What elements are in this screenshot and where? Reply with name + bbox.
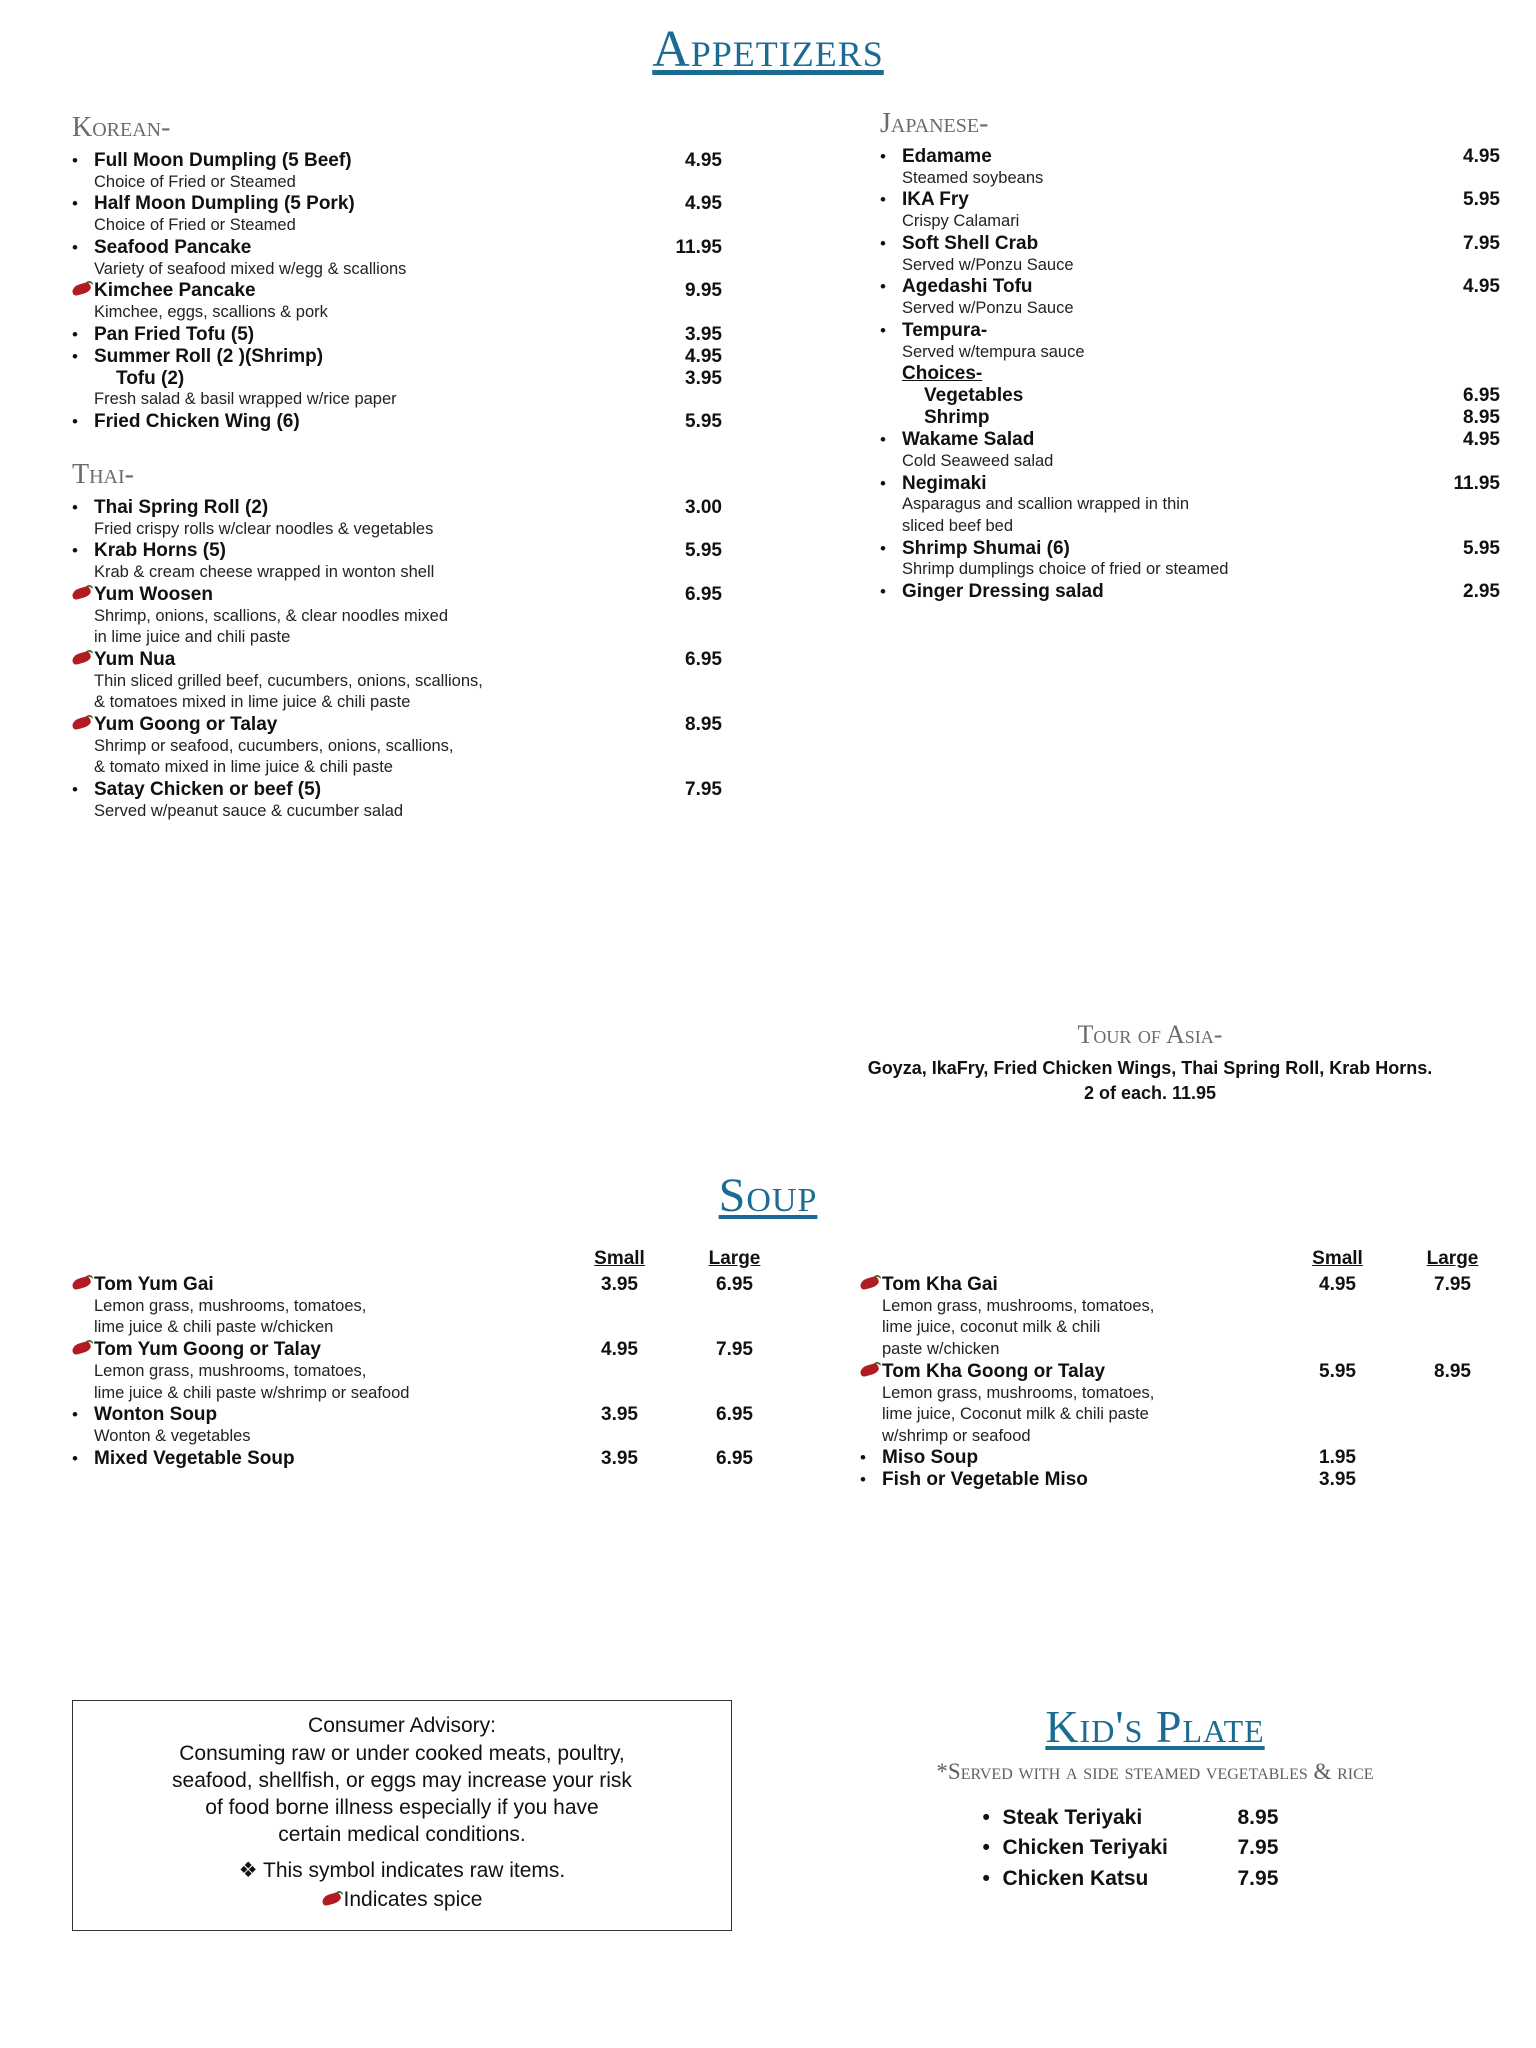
soup-item-row: [860, 1274, 1510, 1296]
menu-item-description: Shrimp, onions, scallions, & clear noodles mixed: [94, 606, 449, 625]
bullet-icon: •: [982, 1806, 990, 1829]
menu-item-row: [72, 411, 722, 433]
menu-item-description: Fresh salad & basil wrapped w/rice paper: [94, 390, 397, 409]
menu-item-name: Yum Goong or Talay: [94, 714, 278, 735]
menu-item-price: 4.95: [1463, 276, 1500, 298]
menu-item-description: Shrimp or seafood, cucumbers, onions, scallions,: [94, 736, 454, 755]
menu-item-row: [72, 346, 722, 368]
menu-item-price: 5.95: [685, 540, 722, 562]
advisory-title: Consumer Advisory:: [308, 1714, 496, 1737]
tour-of-asia-line-1: Goyza, IkaFry, Fried Chicken Wings, Thai Spring Roll, Krab Horns.: [867, 1058, 1433, 1078]
menu-item-row: [72, 540, 722, 562]
menu-item-row: [72, 649, 722, 671]
bullet-icon: •: [72, 237, 78, 257]
soup-item-name: Tom Yum Goong or Talay: [94, 1339, 321, 1361]
menu-item-name: Full Moon Dumpling (5 Beef): [94, 150, 352, 171]
menu-item-name: Half Moon Dumpling (5 Pork): [94, 193, 355, 215]
tour-of-asia-line-2: 2 of each. 11.95: [1083, 1083, 1217, 1104]
menu-item-price: 4.95: [685, 150, 722, 171]
bullet-icon: •: [860, 1448, 866, 1468]
menu-item-name: Tofu (2): [116, 367, 185, 389]
menu-item-description: Thin sliced grilled beef, cucumbers, onions, scallions,: [94, 671, 483, 690]
soup-item-small-price: 3.95: [601, 1404, 638, 1426]
chili-pepper-icon: [322, 1894, 342, 1905]
menu-item-description: Variety of seafood mixed w/egg & scallions: [94, 259, 407, 278]
soup-item-row: [860, 1361, 1510, 1383]
menu-item-row: [880, 538, 1500, 560]
menu-item-name: Vegetables: [924, 385, 1024, 407]
menu-item-row: [880, 407, 1500, 429]
menu-item-description: Served w/Ponzu Sauce: [902, 255, 1074, 274]
soup-item-name: Tom Kha Gai: [882, 1274, 998, 1295]
menu-item-price: 11.95: [675, 236, 722, 258]
menu-item-name: Satay Chicken or beef (5): [94, 779, 322, 801]
bullet-icon: •: [72, 1405, 78, 1425]
menu-item-row: [880, 276, 1500, 298]
soup-item-name: Mixed Vegetable Soup: [94, 1447, 295, 1469]
menu-item-row: [880, 581, 1500, 603]
bullet-icon: •: [880, 473, 886, 493]
tempura-choices-label: Choices-: [902, 363, 983, 385]
kids-plate-heading: Kid's Plate: [1045, 1701, 1265, 1752]
advisory-spice-note: [87, 1887, 717, 1914]
soup-item-description: lime juice & chili paste w/shrimp or seafood: [94, 1383, 410, 1402]
menu-item-description: Served w/peanut sauce & cucumber salad: [94, 801, 404, 820]
soup-item-row: [72, 1404, 792, 1426]
tour-of-asia-heading: Tour of Asia-: [1077, 1020, 1223, 1049]
menu-item-description: Steamed soybeans: [902, 168, 1044, 187]
menu-item-name: Negimaki: [902, 472, 987, 494]
japanese-heading: Japanese-: [880, 108, 989, 139]
kids-item-name: Chicken Teriyaki: [1002, 1836, 1168, 1860]
soup-item-row: [860, 1447, 1510, 1469]
menu-item-name: Shrimp Shumai (6): [902, 537, 1070, 559]
advisory-spice-text: Indicates spice: [343, 1888, 483, 1912]
menu-item-row: [72, 497, 722, 519]
menu-item-price: 6.95: [685, 648, 722, 670]
soup-item-small-price: 3.95: [1319, 1469, 1356, 1491]
menu-item-name: Yum Nua: [94, 648, 176, 670]
menu-item-name: Seafood Pancake: [94, 236, 252, 258]
soup-item-small-price: 3.95: [601, 1274, 638, 1295]
menu-item-description: in lime juice and chili paste: [94, 628, 291, 647]
menu-item-price: 4.95: [685, 193, 722, 215]
kids-item-name: Chicken Katsu: [1002, 1866, 1149, 1890]
bullet-icon: •: [72, 412, 78, 432]
soup-item-row: [72, 1339, 792, 1361]
menu-item-price: 7.95: [685, 779, 722, 801]
menu-item-name: Shrimp: [924, 407, 990, 429]
menu-item-price: 11.95: [1453, 472, 1500, 494]
menu-item-row: [72, 584, 722, 606]
chili-pepper-icon: [72, 1343, 92, 1354]
menu-item-price: 3.00: [685, 496, 722, 518]
menu-item-row: [880, 189, 1500, 211]
menu-item-price: 3.95: [685, 323, 722, 345]
chili-pepper-icon: [72, 653, 92, 664]
menu-item-name: Summer Roll (2 )(Shrimp): [94, 345, 324, 367]
korean-item-list: [72, 150, 722, 433]
menu-item-description: Fried crispy rolls w/clear noodles & vegetables: [94, 519, 434, 538]
kids-item-row: [983, 1833, 1328, 1863]
menu-item-name: Krab Horns (5): [94, 540, 226, 562]
menu-item-price: 6.95: [685, 583, 722, 605]
soup-item-description: w/shrimp or seafood: [882, 1426, 1031, 1445]
soup-item-large-price: 6.95: [716, 1447, 753, 1469]
kids-item-price: 8.95: [1237, 1806, 1279, 1829]
menu-item-description: Choice of Fried or Steamed: [94, 172, 296, 191]
bullet-icon: •: [860, 1470, 866, 1490]
soup-large-label-right: Large: [1426, 1248, 1479, 1269]
soup-item-small-price: 4.95: [601, 1339, 638, 1361]
menu-item-name: Edamame: [902, 146, 992, 167]
menu-item-row: [72, 280, 722, 302]
soup-size-header-right: [860, 1248, 1510, 1270]
soup-size-header-left: [72, 1248, 792, 1270]
menu-item-name: Wakame Salad: [902, 429, 1035, 451]
thai-heading: Thai-: [72, 458, 134, 490]
bullet-icon: •: [880, 430, 886, 450]
soup-item-description: Lemon grass, mushrooms, tomatoes,: [94, 1296, 367, 1315]
menu-item-name: Ginger Dressing salad: [902, 581, 1104, 603]
kids-item-price: 7.95: [1237, 1866, 1279, 1890]
soup-item-description: Lemon grass, mushrooms, tomatoes,: [882, 1296, 1155, 1315]
kids-plate-block: [790, 1700, 1520, 1894]
soup-item-small-price: 5.95: [1319, 1360, 1356, 1382]
soup-heading: Soup: [718, 1169, 818, 1222]
soup-item-row: [72, 1448, 792, 1470]
soup-item-small-price: 4.95: [1319, 1274, 1356, 1295]
menu-item-row: [880, 233, 1500, 255]
soup-item-description: lime juice & chili paste w/chicken: [94, 1318, 334, 1337]
menu-item-description: Choice of Fried or Steamed: [94, 216, 296, 235]
menu-item-row: [880, 320, 1500, 342]
soup-item-large-price: 7.95: [1434, 1274, 1471, 1295]
menu-item-row: [72, 193, 722, 215]
menu-item-description: Served w/Ponzu Sauce: [902, 299, 1074, 318]
menu-item-row: [880, 429, 1500, 451]
bullet-icon: •: [72, 780, 78, 800]
bullet-icon: •: [880, 277, 886, 297]
soup-item-small-price: 3.95: [601, 1447, 638, 1469]
soup-item-name: Miso Soup: [882, 1447, 979, 1469]
korean-heading: Korean-: [72, 112, 171, 143]
menu-item-description: Asparagus and scallion wrapped in thin: [902, 495, 1190, 514]
advisory-line-1: Consuming raw or under cooked meats, poultry,: [179, 1741, 625, 1765]
chili-pepper-icon: [72, 1278, 92, 1289]
bullet-icon: •: [982, 1836, 990, 1860]
menu-item-name: Fried Chicken Wing (6): [94, 411, 300, 433]
menu-item-price: 8.95: [685, 714, 722, 735]
menu-item-description: Served w/tempura sauce: [902, 342, 1085, 361]
chili-pepper-icon: [72, 588, 92, 599]
menu-item-row: [880, 473, 1500, 495]
soup-small-label-right: Small: [1312, 1248, 1363, 1269]
soup-item-large-price: 7.95: [716, 1339, 753, 1361]
soup-item-description: lime juice, Coconut milk & chili paste: [882, 1405, 1149, 1424]
menu-item-name: Kimchee Pancake: [94, 280, 256, 302]
menu-item-name: Tempura-: [902, 319, 988, 341]
bullet-icon: •: [72, 151, 78, 170]
menu-item-row: [72, 779, 722, 801]
menu-item-row: [72, 150, 722, 172]
soup-large-label: Large: [708, 1248, 761, 1269]
menu-item-price: 3.95: [685, 367, 722, 389]
advisory-line-4: certain medical conditions.: [278, 1822, 526, 1846]
soup-left-list: [72, 1274, 792, 1470]
soup-right-column: [860, 1248, 1510, 1491]
soup-item-description: Lemon grass, mushrooms, tomatoes,: [882, 1383, 1155, 1402]
soup-right-list: [860, 1274, 1510, 1491]
bullet-icon: •: [880, 320, 886, 340]
menu-item-price: 5.95: [1463, 537, 1500, 559]
bullet-icon: •: [880, 582, 886, 602]
menu-item-description: Krab & cream cheese wrapped in wonton shell: [94, 563, 435, 582]
menu-item-price: 9.95: [685, 280, 722, 302]
soup-item-name: Tom Yum Gai: [94, 1274, 214, 1295]
menu-item-row: [880, 385, 1500, 407]
soup-small-label: Small: [594, 1248, 645, 1269]
kids-item-row: [983, 1864, 1328, 1894]
menu-item-row: [72, 237, 722, 259]
soup-item-name: Tom Kha Goong or Talay: [882, 1360, 1106, 1382]
menu-item-description: Shrimp dumplings choice of fried or steamed: [902, 560, 1229, 579]
kids-plate-item-list: [983, 1803, 1328, 1894]
menu-item-price: 2.95: [1463, 581, 1500, 603]
menu-item-row: [72, 714, 722, 736]
soup-item-large-price: 6.95: [716, 1404, 753, 1426]
soup-item-row: [860, 1469, 1510, 1491]
menu-item-description: Crispy Calamari: [902, 212, 1020, 231]
kids-item-price: 7.95: [1237, 1836, 1279, 1860]
consumer-advisory-box: [72, 1700, 732, 1931]
bullet-icon: •: [72, 497, 78, 517]
soup-item-name: Fish or Vegetable Miso: [882, 1469, 1088, 1491]
menu-item-row: [72, 324, 722, 346]
japanese-item-list: [880, 146, 1500, 603]
kids-item-name: Steak Teriyaki: [1002, 1806, 1143, 1829]
menu-item-price: 7.95: [1463, 232, 1500, 254]
soup-item-description: Wonton & vegetables: [94, 1427, 251, 1446]
menu-item-name: Agedashi Tofu: [902, 276, 1033, 298]
bullet-icon: •: [72, 324, 78, 344]
chili-pepper-icon: [860, 1278, 880, 1289]
menu-item-description: & tomato mixed in lime juice & chili paste: [94, 758, 393, 777]
chili-pepper-icon: [72, 718, 92, 729]
advisory-line-3: of food borne illness especially if you have: [205, 1795, 599, 1819]
advisory-raw-note: ❖ This symbol indicates raw items.: [238, 1859, 566, 1883]
bullet-icon: •: [72, 194, 78, 214]
soup-item-description: lime juice, coconut milk & chili: [882, 1318, 1101, 1337]
bullet-icon: •: [880, 233, 886, 253]
soup-item-row: [72, 1274, 792, 1296]
bullet-icon: •: [72, 346, 78, 366]
bullet-icon: •: [880, 147, 886, 166]
menu-item-row: [72, 368, 722, 390]
appetizers-heading: Appetizers: [652, 21, 884, 78]
soup-item-large-price: 8.95: [1434, 1360, 1471, 1382]
menu-item-description: sliced beef bed: [902, 516, 1013, 535]
menu-item-price: 5.95: [685, 411, 722, 433]
menu-item-price: 6.95: [1463, 385, 1500, 407]
soup-item-large-price: 6.95: [716, 1274, 753, 1295]
bullet-icon: •: [72, 1448, 78, 1468]
menu-item-description: & tomatoes mixed in lime juice & chili paste: [94, 693, 411, 712]
bullet-icon: •: [982, 1866, 990, 1890]
menu-item-price: 5.95: [1463, 189, 1500, 211]
chili-pepper-icon: [72, 284, 92, 295]
menu-item-price: 4.95: [685, 345, 722, 367]
soup-item-description: paste w/chicken: [882, 1340, 1000, 1359]
left-column: [72, 112, 722, 823]
menu-item-name: Pan Fried Tofu (5): [94, 323, 255, 345]
soup-left-column: [72, 1248, 792, 1470]
chili-pepper-icon: [860, 1365, 880, 1376]
thai-item-list: [72, 497, 722, 822]
soup-item-small-price: 1.95: [1319, 1447, 1356, 1469]
menu-item-price: 8.95: [1463, 407, 1500, 429]
menu-item-price: 4.95: [1463, 146, 1500, 167]
bullet-icon: •: [880, 190, 886, 210]
kids-plate-subtitle: *Served with a side steamed vegetables & rice: [936, 1759, 1374, 1784]
soup-item-name: Wonton Soup: [94, 1404, 218, 1426]
menu-item-name: Thai Spring Roll (2): [94, 496, 269, 518]
soup-item-description: Lemon grass, mushrooms, tomatoes,: [94, 1361, 367, 1380]
menu-item-description: Cold Seaweed salad: [902, 451, 1054, 470]
bullet-icon: •: [880, 538, 886, 558]
menu-item-description: Kimchee, eggs, scallions & pork: [94, 303, 328, 322]
advisory-line-2: seafood, shellfish, or eggs may increase your risk: [172, 1768, 632, 1792]
appetizers-heading-wrap: [0, 20, 1536, 79]
tour-of-asia-block: [790, 1020, 1510, 1106]
menu-item-name: Yum Woosen: [94, 583, 213, 605]
menu-item-row: [880, 146, 1500, 168]
menu-item-name: Soft Shell Crab: [902, 232, 1039, 254]
soup-heading-wrap: [0, 1168, 1536, 1223]
menu-item-name: IKA Fry: [902, 189, 969, 211]
kids-item-row: [983, 1803, 1328, 1833]
bullet-icon: •: [72, 541, 78, 561]
right-column: [880, 108, 1500, 603]
menu-item-price: 4.95: [1463, 429, 1500, 451]
